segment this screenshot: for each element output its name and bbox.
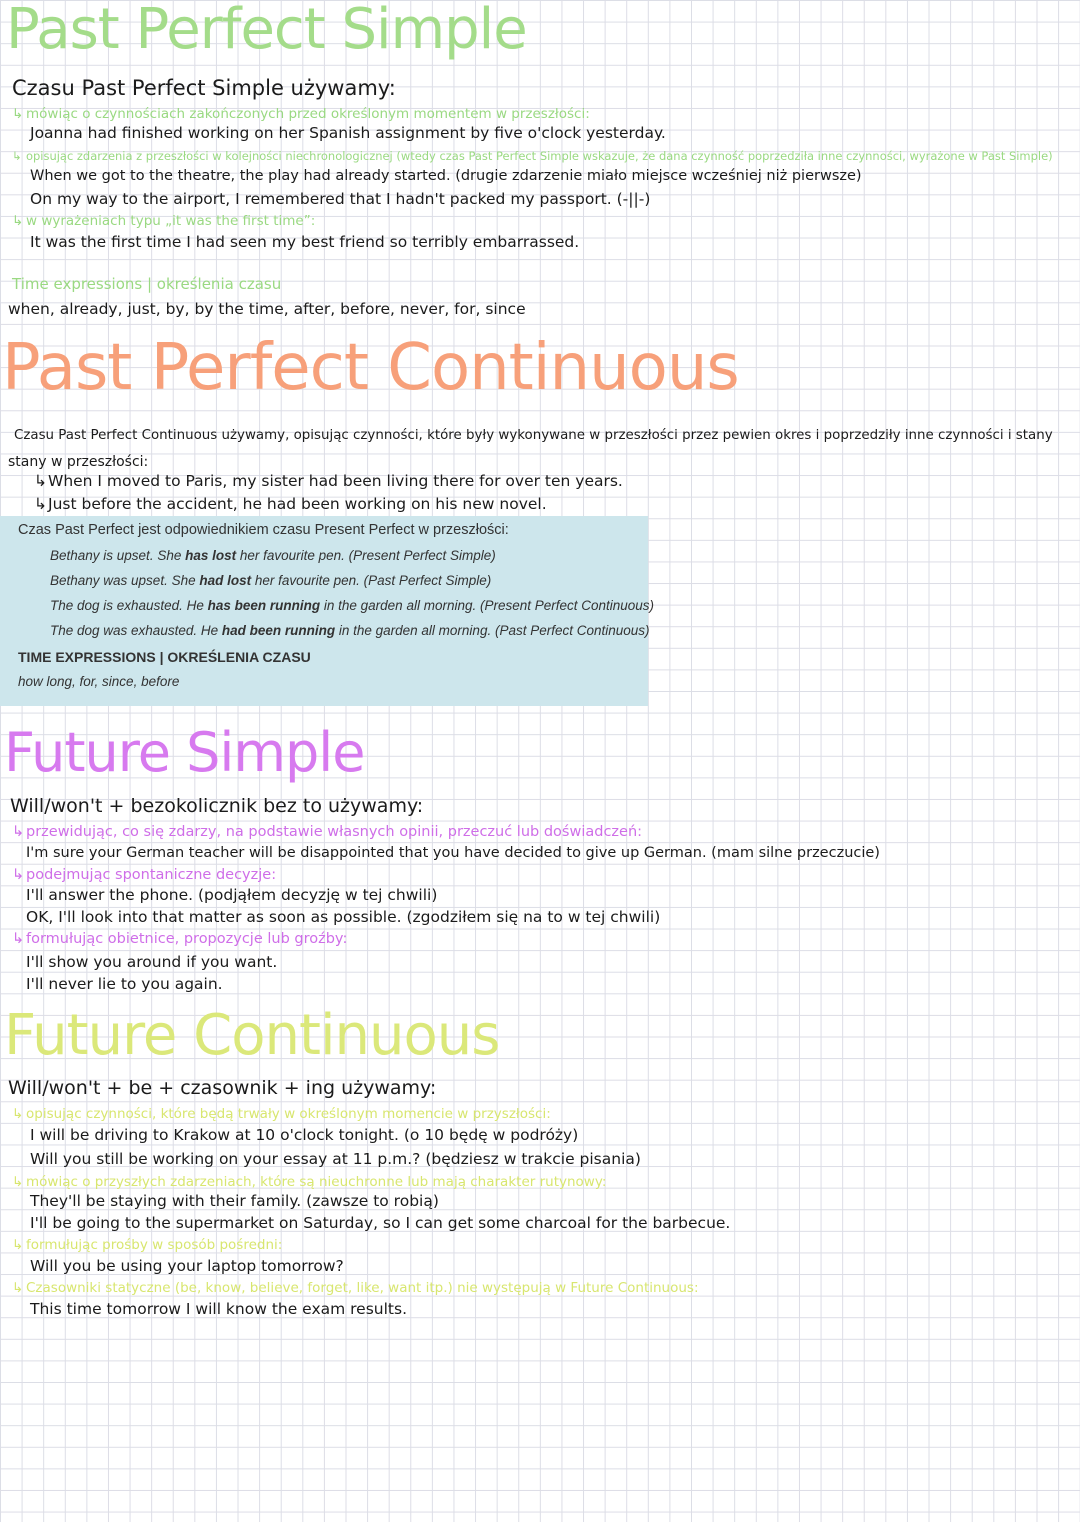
title-future-continuous: Future Continuous — [4, 1003, 500, 1068]
sub-fs-2 — [12, 867, 276, 883]
time-heading-pps: Time expressions | określenia czasu — [12, 275, 282, 293]
sub-pps-1-text: mówiąc o czynnościach zakończonych przed określonym momentem w przeszłości: — [26, 106, 590, 122]
info-box-line-3c: in the garden all morning. (Present Perfect Continuous) — [320, 598, 655, 613]
example-ppc-1 — [34, 472, 623, 490]
arrow-icon: ↳ — [12, 1237, 24, 1253]
title-future-simple: Future Simple — [4, 721, 365, 784]
sub-pps-1 — [12, 106, 590, 122]
sub-fs-2-text: podejmując spontaniczne decyzje: — [26, 867, 277, 883]
info-box-line-4a: The dog was exhausted. He — [50, 623, 222, 638]
info-box-line-3b: has been running — [207, 598, 321, 613]
arrow-icon: ↳ — [12, 213, 24, 229]
arrow-icon: ↳ — [12, 106, 24, 122]
sub-fs-3 — [12, 931, 347, 947]
example-fc-5: Will you be using your laptop tomorrow? — [30, 1257, 344, 1275]
info-box-line-3a: The dog is exhausted. He — [50, 598, 208, 613]
info-box-line-4c: in the garden all morning. (Past Perfect Continuous) — [335, 623, 650, 638]
info-box-line-4 — [50, 623, 650, 638]
intro-pps: Czasu Past Perfect Simple używamy: — [12, 76, 396, 100]
arrow-icon: ↳ — [34, 472, 47, 490]
sub-fc-2-text: mówiąc o przyszłych zdarzeniach, które są nieuchronne lub mają charakter rutynowy: — [26, 1174, 607, 1190]
example-fs-5: I'll never lie to you again. — [26, 975, 223, 993]
info-box-line-2a: Bethany was upset. She — [50, 573, 200, 588]
example-fc-3: They'll be staying with their family. (zawsze to robią) — [30, 1192, 439, 1210]
example-pps-4: It was the first time I had seen my best friend so terribly embarrassed. — [30, 233, 580, 251]
sub-pps-2 — [12, 149, 1053, 163]
info-box-line-1b: has lost — [185, 548, 237, 563]
info-box-line-2c: her favourite pen. (Past Perfect Simple) — [251, 573, 492, 588]
info-box-time-list: how long, for, since, before — [18, 674, 180, 689]
example-fc-6: This time tomorrow I will know the exam results. — [30, 1300, 407, 1318]
example-ppc-2 — [34, 495, 547, 513]
arrow-icon: ↳ — [12, 1280, 24, 1296]
example-fs-4: I'll show you around if you want. — [26, 953, 278, 971]
sub-fc-2 — [12, 1174, 606, 1190]
example-ppc-1-text: When I moved to Paris, my sister had been living there for over ten years. — [48, 472, 623, 490]
sub-fc-1 — [12, 1106, 551, 1122]
arrow-icon: ↳ — [12, 1174, 24, 1190]
title-past-perfect-simple: Past Perfect Simple — [6, 0, 527, 62]
arrow-icon: ↳ — [34, 495, 47, 513]
example-fs-1: I'm sure your German teacher will be disappointed that you have decided to give up German. (mam silne przeczucie) — [26, 845, 880, 861]
sub-fc-1-text: opisując czynności, które będą trwały w określonym momencie w przyszłości: — [26, 1106, 551, 1122]
info-box-line-1a: Bethany is upset. She — [50, 548, 186, 563]
info-box-line-1c: her favourite pen. (Present Perfect Simple) — [236, 548, 496, 563]
arrow-icon: ↳ — [12, 149, 22, 163]
sub-pps-3-text: w wyrażeniach typu „it was the first time”: — [26, 213, 316, 229]
info-box-line-2b: had lost — [199, 573, 252, 588]
example-fc-1: I will be driving to Krakow at 10 o'clock tonight. (o 10 będę w podróży) — [30, 1126, 579, 1144]
example-pps-3: On my way to the airport, I remembered that I hadn't packed my passport. (-||-) — [30, 190, 651, 208]
arrow-icon: ↳ — [12, 931, 25, 947]
example-pps-1: Joanna had finished working on her Spanish assignment by five o'clock yesterday. — [30, 124, 666, 142]
example-fc-2: Will you still be working on your essay at 11 p.m.? (będziesz w trakcie pisania) — [30, 1150, 641, 1168]
sub-fc-3 — [12, 1237, 282, 1253]
sub-fc-3-text: formułując prośby w sposób pośredni: — [26, 1237, 283, 1253]
info-box-heading: Czas Past Perfect jest odpowiednikiem czasu Present Perfect w przeszłości: — [18, 522, 509, 538]
info-box-time-heading: TIME EXPRESSIONS | OKREŚLENIA CZASU — [18, 649, 311, 665]
sub-fs-1-text: przewidując, co się zdarzy, na podstawie własnych opinii, przeczuć lub doświadczeń: — [26, 824, 643, 840]
example-fc-4: I'll be going to the supermarket on Saturday, so I can get some charcoal for the barbecue. — [30, 1214, 731, 1232]
time-list-pps: when, already, just, by, by the time, after, before, never, for, since — [8, 300, 526, 318]
title-past-perfect-continuous: Past Perfect Continuous — [2, 331, 739, 405]
example-ppc-2-text: Just before the accident, he had been working on his new novel. — [48, 495, 547, 513]
info-box-line-3 — [50, 598, 654, 613]
example-pps-2: When we got to the theatre, the play had already started. (drugie zdarzenie miało miejsce wcześniej niż pierwsze) — [30, 168, 862, 184]
info-box — [0, 516, 655, 706]
sub-pps-3 — [12, 213, 315, 229]
info-box-line-4b: had been running — [221, 623, 336, 638]
intro-ppc: Czasu Past Perfect Continuous używamy, opisując czynności, które były wykonywane w przeszłości przez pewien okres i poprzedziły inne czynności i stany — [14, 428, 1053, 443]
arrow-icon: ↳ — [12, 1106, 24, 1122]
sub-fs-3-text: formułując obietnice, propozycje lub groźby: — [26, 931, 348, 947]
sub-fc-4-text: Czasowniki statyczne (be, know, believe, forget, like, want itp.) nie występują w Future Continuous: — [26, 1280, 699, 1296]
sub-fc-4 — [12, 1280, 699, 1296]
intro-ppc-2: stany w przeszłości: — [8, 454, 149, 470]
info-box-line-2 — [50, 573, 491, 588]
arrow-icon: ↳ — [12, 824, 25, 840]
sub-pps-2-text: opisując zdarzenia z przeszłości w kolejności niechronologicznej (wtedy czas Past Perfect Simple wskazuje, że dana czynność poprzedziła inne czynności, wyrażone w Past Simple) — [26, 149, 1053, 163]
info-box-line-1 — [50, 548, 496, 563]
example-fs-2: I'll answer the phone. (podjąłem decyzję w tej chwili) — [26, 886, 438, 904]
arrow-icon: ↳ — [12, 867, 25, 883]
example-fs-3: OK, I'll look into that matter as soon as possible. (zgodziłem się na to w tej chwili) — [26, 908, 661, 926]
intro-fs: Will/won't + bezokolicznik bez to używamy: — [10, 795, 424, 817]
sub-fs-1 — [12, 824, 642, 840]
intro-fc: Will/won't + be + czasownik + ing używamy: — [8, 1077, 437, 1099]
